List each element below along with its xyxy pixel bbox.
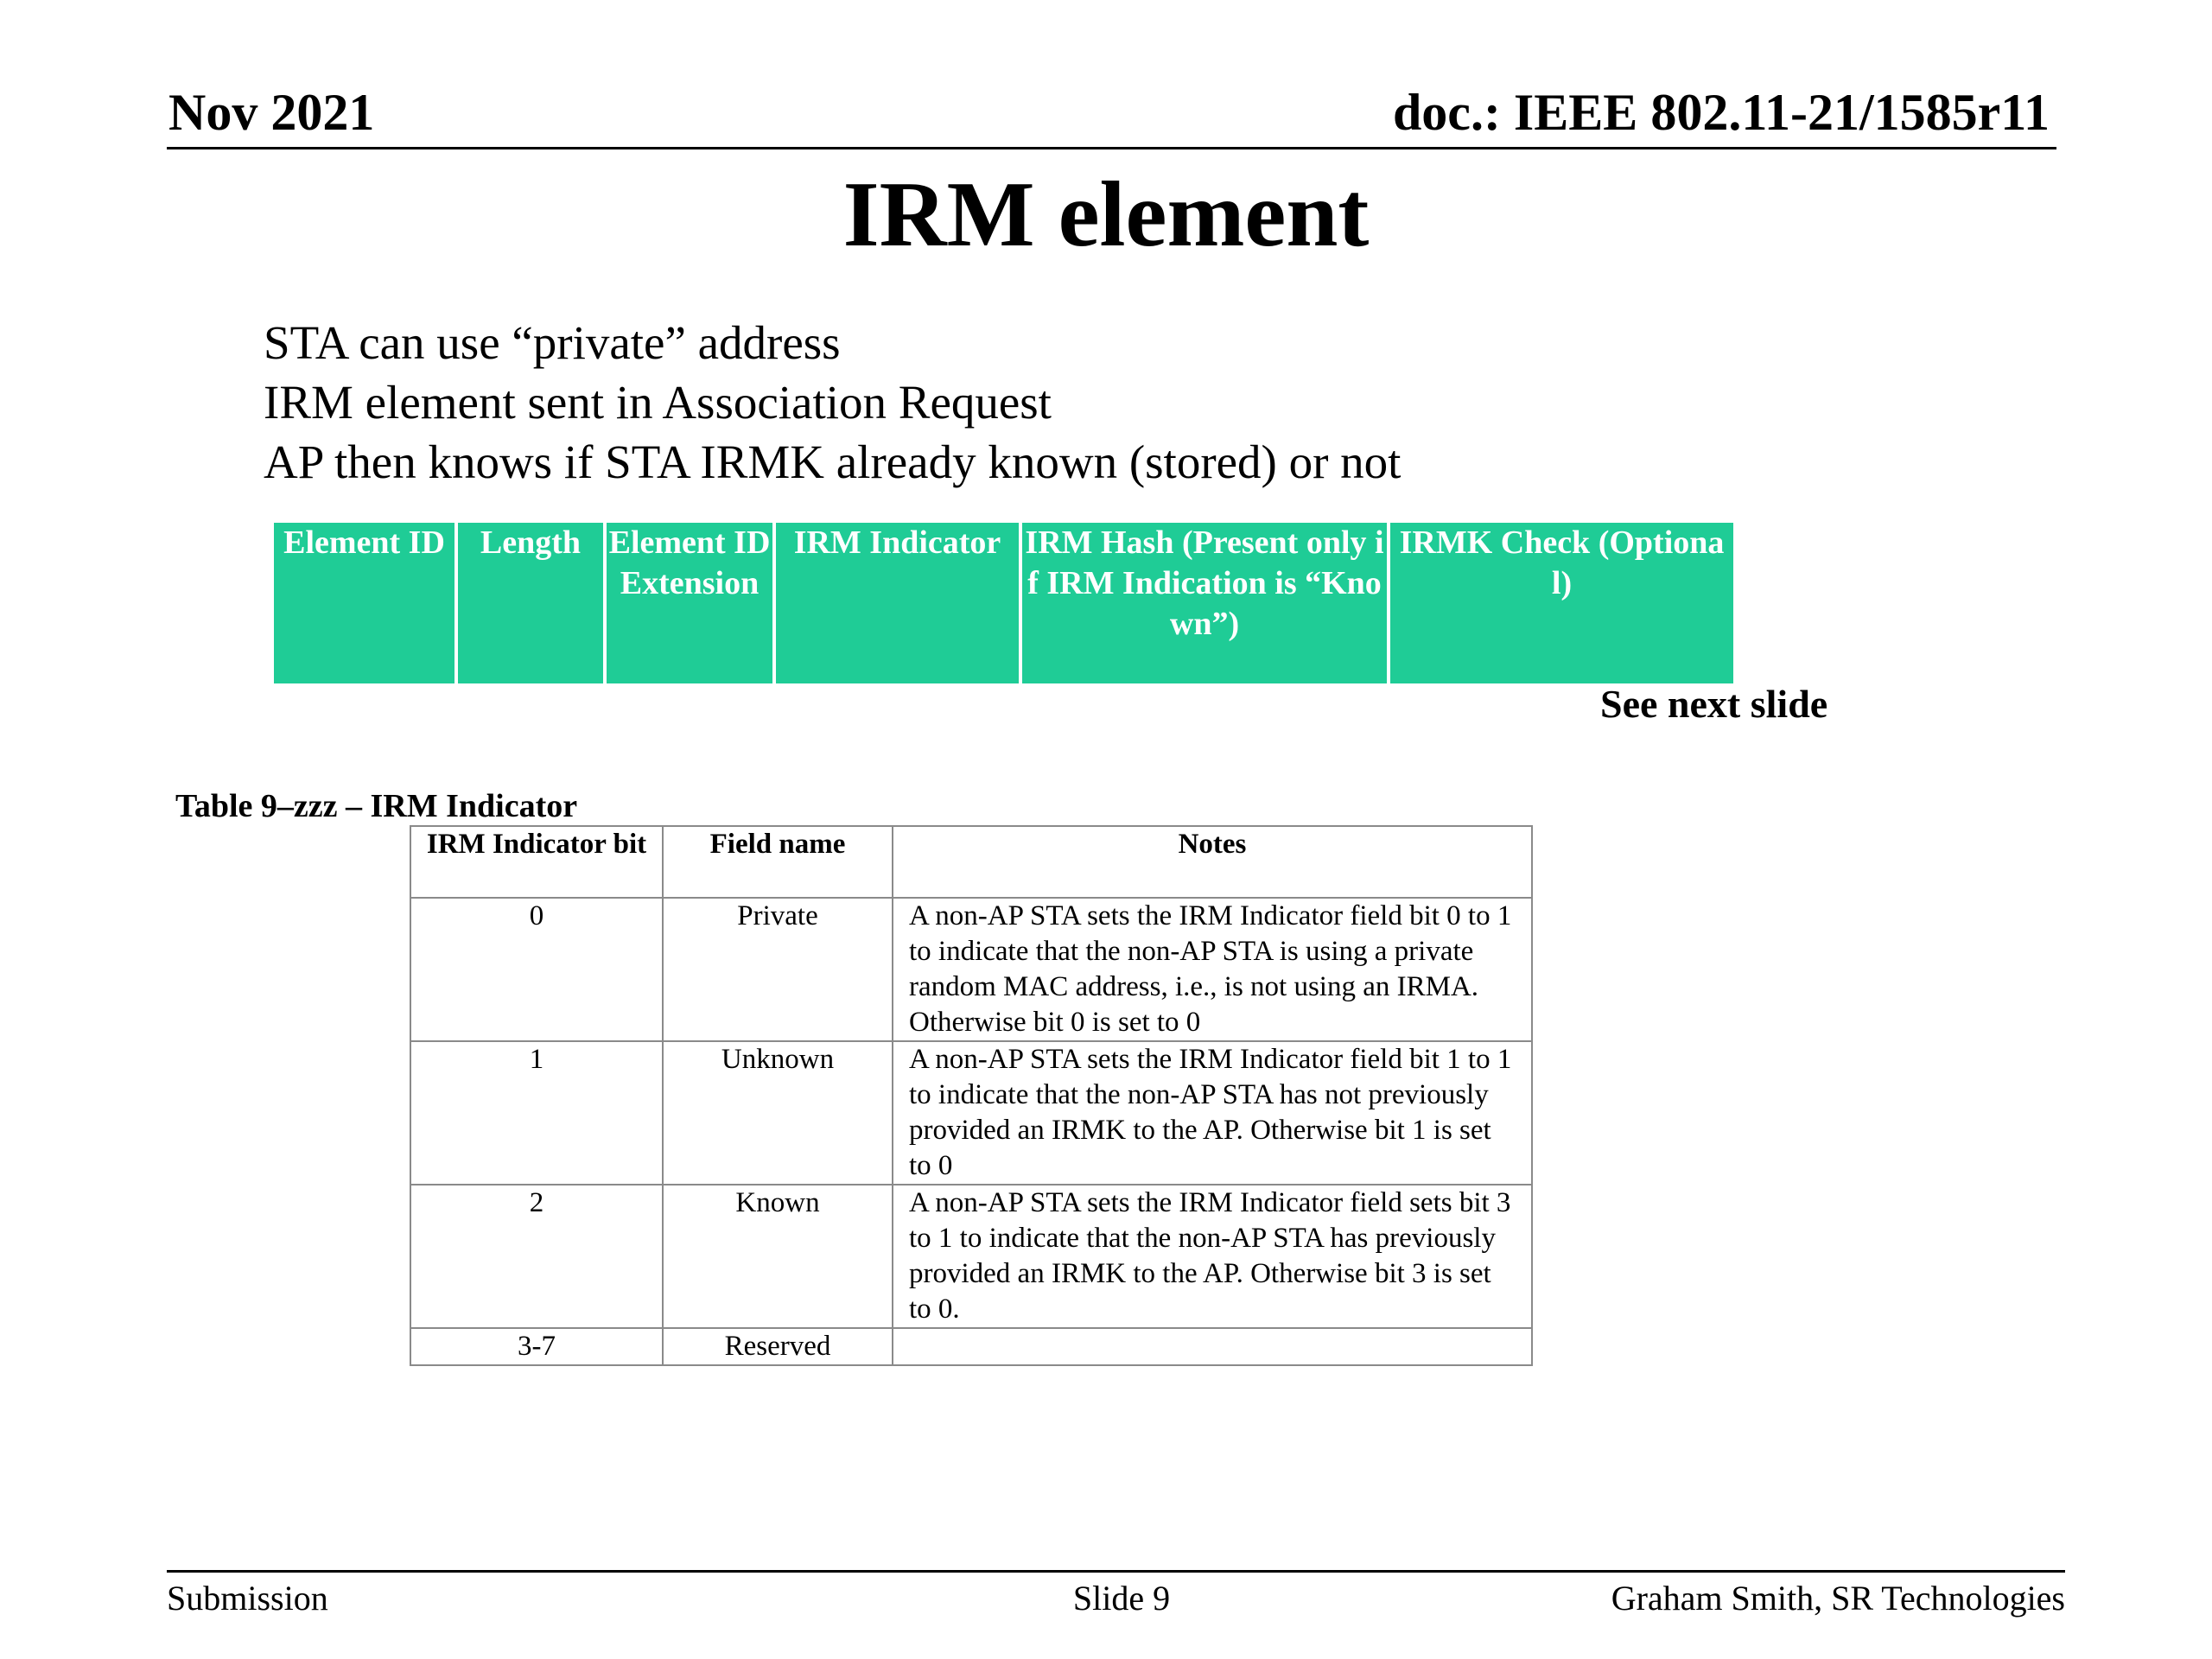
field-element-id: Element ID [272,521,456,685]
footer-divider [167,1570,2065,1573]
field-irm-indicator: IRM Indicator [774,521,1020,685]
footer-author: Graham Smith, SR Technologies [1611,1579,2065,1618]
cell-bit: 0 [410,898,663,1041]
bullet-list [264,313,1401,492]
field-element-id-extension: Element ID Extension [605,521,774,685]
bullet-item: AP then knows if STA IRMK already known (stored) or not [264,435,1402,488]
field-length: Length [456,521,605,685]
header-date: Nov 2021 [168,84,375,141]
header-notes: Notes [893,826,1532,898]
header-field-name: Field name [663,826,893,898]
header-divider [167,147,2056,149]
irm-indicator-table [410,825,1533,1366]
cell-notes: A non-AP STA sets the IRM Indicator field sets bit 3 to 1 to indicate that the non-AP STA has previously provided an IRMK to the AP. Otherwise bit 3 is set to 0. [893,1185,1532,1328]
cell-bit: 3-7 [410,1328,663,1365]
table-row [410,1041,1532,1185]
cell-notes: A non-AP STA sets the IRM Indicator field bit 0 to 1 to indicate that the non-AP STA is using a private random MAC address, i.e., is not using an IRMA. Otherwise bit 0 is set to 0 [893,898,1532,1041]
footer-slide-number: Slide 9 [1072,1579,1171,1618]
table-row [410,1185,1532,1328]
cell-field-name: Known [663,1185,893,1328]
cell-field-name: Reserved [663,1328,893,1365]
header-irm-indicator-bit: IRM Indicator bit [410,826,663,898]
table-header-row [410,826,1532,898]
footer-submission: Submission [167,1579,328,1618]
table-row [410,898,1532,1041]
field-irm-hash: IRM Hash (Present only if IRM Indication is “Known”) [1020,521,1389,685]
table-row [410,1328,1532,1365]
cell-notes: A non-AP STA sets the IRM Indicator field bit 1 to 1 to indicate that the non-AP STA has not previously provided an IRMK to the AP. Otherwise bit 1 is set to 0 [893,1041,1532,1185]
element-format-table [270,519,1737,687]
slide-title: IRM element [842,163,1370,266]
cell-bit: 1 [410,1041,663,1185]
see-next-slide-note: See next slide [1600,682,1828,726]
cell-notes [893,1328,1532,1365]
field-irmk-check: IRMK Check (Optional) [1389,521,1735,685]
table-caption: Table 9–zzz – IRM Indicator [175,788,578,824]
cell-field-name: Unknown [663,1041,893,1185]
cell-field-name: Private [663,898,893,1041]
header-doc-id: doc.: IEEE 802.11-21/1585r11 [1392,84,2050,141]
bullet-item: STA can use “private” address [264,316,841,369]
cell-bit: 2 [410,1185,663,1328]
bullet-item: IRM element sent in Association Request [264,376,1052,429]
